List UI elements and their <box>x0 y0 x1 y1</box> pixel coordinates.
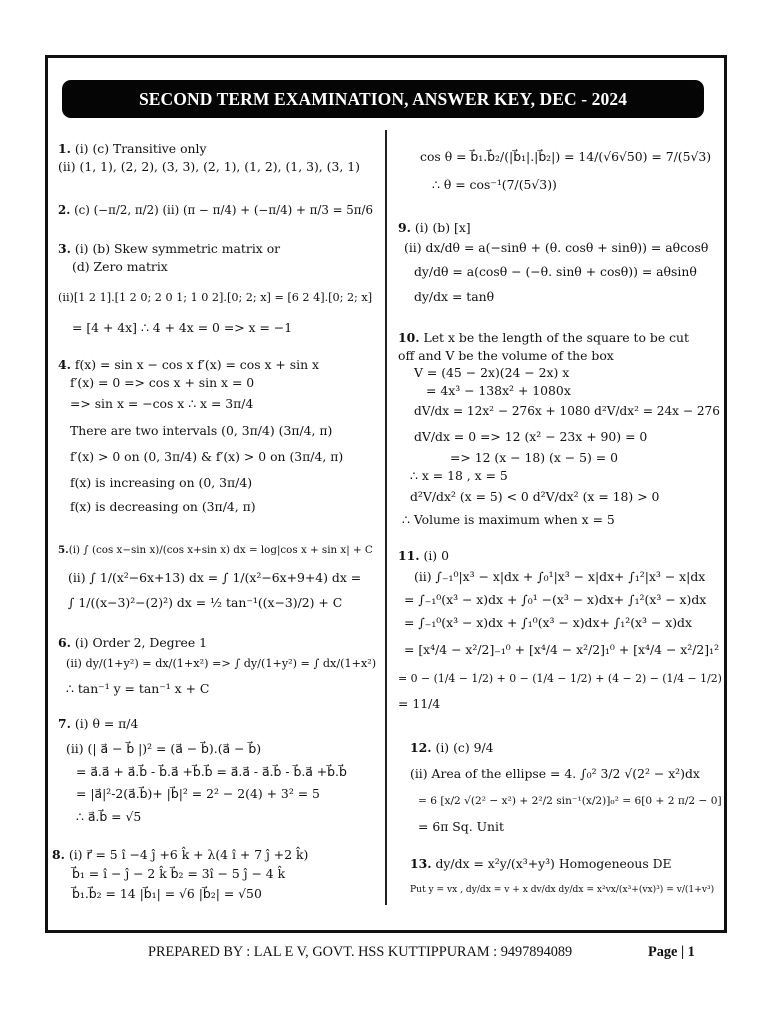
answer-line: dy/dθ = a(cosθ − (−θ. sinθ + cosθ)) = aθsinθ <box>414 264 697 279</box>
answer-line: ∴ Volume is maximum when x = 5 <box>402 512 615 527</box>
answer-line: (ii) dx/dθ = a(−sinθ + (θ. cosθ + sinθ)) = aθcosθ <box>404 240 709 255</box>
answer-line: => sin x = −cos x ∴ x = 3π/4 <box>70 396 254 411</box>
answer-line: ∴ θ = cos⁻¹(7/(5√3)) <box>432 177 557 192</box>
answer-line: ∫ 1/((x−3)²−(2)²) dx = ½ tan⁻¹((x−3)/2) + C <box>68 595 343 610</box>
answer-line: cos θ = b⃗₁.b⃗₂/(|b⃗₁|.|b⃗₂|) = 14/(√6√50) = 7/(5√3) <box>420 149 712 164</box>
answer-line: (d) Zero matrix <box>72 259 168 274</box>
answer-line: = [x⁴/4 − x²/2]₋₁⁰ + [x⁴/4 − x²/2]₁⁰ + [x⁴/4 − x²/2]₁² <box>404 642 720 657</box>
answer-line: 10. Let x be the length of the square to be cut <box>398 330 689 345</box>
answer-line: 1. (i) (c) Transitive only <box>58 141 207 156</box>
answer-line: ∴ x = 18 , x = 5 <box>410 468 508 483</box>
answer-line: (ii) Area of the ellipse = 4. ∫₀² 3/2 √(2² − x²)dx <box>410 766 700 781</box>
answer-line: 8. (i) r⃗ = 5 î −4 ĵ +6 k̂ + λ(4 î + 7 ĵ +2 k̂) <box>52 847 309 862</box>
answer-line: b⃗₁.b⃗₂ = 14 |b⃗₁| = √6 |b⃗₂| = √50 <box>72 886 262 901</box>
prepared-by-footer: PREPARED BY : LAL E V, GOVT. HSS KUTTIPPURAM : 9497894089 <box>148 944 573 960</box>
answer-line: (ii)[1 2 1].[1 2 0; 2 0 1; 1 0 2].[0; 2; x] = [6 2 4].[0; 2; x] <box>58 291 373 304</box>
answer-line: 12. (i) (c) 9/4 <box>410 740 494 755</box>
answer-line: f′(x) = 0 => cos x + sin x = 0 <box>70 375 255 390</box>
answer-line: V = (45 − 2x)(24 − 2x) x <box>414 365 570 380</box>
answer-line: 7. (i) θ = π/4 <box>58 716 139 731</box>
answer-line: = 0 − (1/4 − 1/2) + 0 − (1/4 − 1/2) + (4 − 2) − (1/4 − 1/2) <box>398 672 722 685</box>
question-number: 7. <box>58 716 71 731</box>
question-number: 8. <box>52 847 65 862</box>
answer-line: ∴ tan⁻¹ y = tan⁻¹ x + C <box>66 681 210 696</box>
question-number: 2. <box>58 203 71 217</box>
question-number: 4. <box>58 357 71 372</box>
question-number: 13. <box>410 856 432 871</box>
answer-line: 6. (i) Order 2, Degree 1 <box>58 635 208 650</box>
page-number: Page | 1 <box>648 944 695 960</box>
exam-title-banner <box>62 80 704 118</box>
answer-line: ∴ a⃗.b⃗ = √5 <box>76 809 142 824</box>
answer-line: = ∫₋₁⁰(x³ − x)dx + ∫₁⁰(x³ − x)dx+ ∫₁²(x³ − x)dx <box>404 615 692 630</box>
answer-line: (ii) ∫ 1/(x²−6x+13) dx = ∫ 1/(x²−6x+9+4) dx = <box>68 570 362 585</box>
answer-line: = 6π Sq. Unit <box>418 819 504 834</box>
question-number: 9. <box>398 220 411 235</box>
answer-line: d²V/dx² (x = 5) < 0 d²V/dx² (x = 18) > 0 <box>410 489 660 504</box>
answer-line: b⃗₁ = î − ĵ − 2 k̂ b⃗₂ = 3î − 5 ĵ − 4 k̂ <box>72 866 286 881</box>
answer-line: = 11/4 <box>398 696 441 711</box>
answer-line: = a⃗.a⃗ + a⃗.b⃗ - b⃗.a⃗ +b⃗.b⃗ = a⃗.a⃗ - a⃗.b⃗ - b⃗.a⃗ +b⃗.b⃗ <box>76 764 347 779</box>
question-number: 1. <box>58 141 71 156</box>
answer-line: dV/dx = 12x² − 276x + 1080 d²V/dx² = 24x − 276 <box>414 404 720 418</box>
answer-line: 2. (c) (−π/2, π/2) (ii) (π − π/4) + (−π/4) + π/3 = 5π/6 <box>58 203 373 217</box>
question-number: 10. <box>398 330 420 345</box>
answer-line: = 6 [x/2 √(2² − x²) + 2²/2 sin⁻¹(x/2)]₀² = 6[0 + 2 π/2 − 0] <box>418 795 722 807</box>
question-number: 11. <box>398 548 420 563</box>
question-number: 5. <box>58 544 69 556</box>
answer-line: 13. dy/dx = x²y/(x³+y³) Homogeneous DE <box>410 856 672 871</box>
answer-line: 4. f(x) = sin x − cos x f′(x) = cos x + sin x <box>58 357 319 372</box>
answer-line: => 12 (x − 18) (x − 5) = 0 <box>450 450 618 465</box>
answer-line: = [4 + 4x] ∴ 4 + 4x = 0 => x = −1 <box>72 320 293 335</box>
answer-line: = ∫₋₁⁰(x³ − x)dx + ∫₀¹ −(x³ − x)dx+ ∫₁²(x³ − x)dx <box>404 592 707 607</box>
question-number: 12. <box>410 740 432 755</box>
answer-line: 5.(i) ∫ (cos x−sin x)/(cos x+sin x) dx = log|cos x + sin x| + C <box>58 544 373 556</box>
answer-line: (ii) (| a⃗ − b⃗ |)² = (a⃗ − b⃗).(a⃗ − b⃗) <box>66 741 262 756</box>
answer-line: dy/dx = tanθ <box>414 289 495 304</box>
question-number: 3. <box>58 241 71 256</box>
answer-line: There are two intervals (0, 3π/4) (3π/4, π) <box>70 423 333 438</box>
answer-line: dV/dx = 0 => 12 (x² − 23x + 90) = 0 <box>414 429 648 444</box>
answer-line: Put y = vx , dy/dx = v + x dv/dx dy/dx = x²vx/(x³+(vx)³) = v/(1+v³) <box>410 885 715 895</box>
answer-line: = 4x³ − 138x² + 1080x <box>426 383 571 398</box>
answer-line: f(x) is decreasing on (3π/4, π) <box>70 499 256 514</box>
question-number: 6. <box>58 635 71 650</box>
answer-line: 3. (i) (b) Skew symmetric matrix or <box>58 241 281 256</box>
answer-line: off and V be the volume of the box <box>398 348 614 363</box>
exam-title: SECOND TERM EXAMINATION, ANSWER KEY, DEC - 2024 <box>138 88 628 109</box>
answer-line: 9. (i) (b) [x] <box>398 220 471 235</box>
answer-line: f′(x) > 0 on (0, 3π/4) & f′(x) > 0 on (3π/4, π) <box>70 449 344 464</box>
answer-line: (ii) ∫₋₁⁰|x³ − x|dx + ∫₀¹|x³ − x|dx+ ∫₁²|x³ − x|dx <box>414 569 706 584</box>
answer-line: f(x) is increasing on (0, 3π/4) <box>70 475 253 490</box>
answer-line: (ii) (1, 1), (2, 2), (3, 3), (2, 1), (1, 2), (1, 3), (3, 1) <box>58 159 360 174</box>
answer-line: = |a⃗|²-2(a⃗.b⃗)+ |b⃗|² = 2² − 2(4) + 3² = 5 <box>76 786 320 801</box>
answer-line: (ii) dy/(1+y²) = dx/(1+x²) => ∫ dy/(1+y²) = ∫ dx/(1+x²) <box>66 657 377 670</box>
answer-line: 11. (i) 0 <box>398 548 449 563</box>
column-divider <box>385 130 387 905</box>
